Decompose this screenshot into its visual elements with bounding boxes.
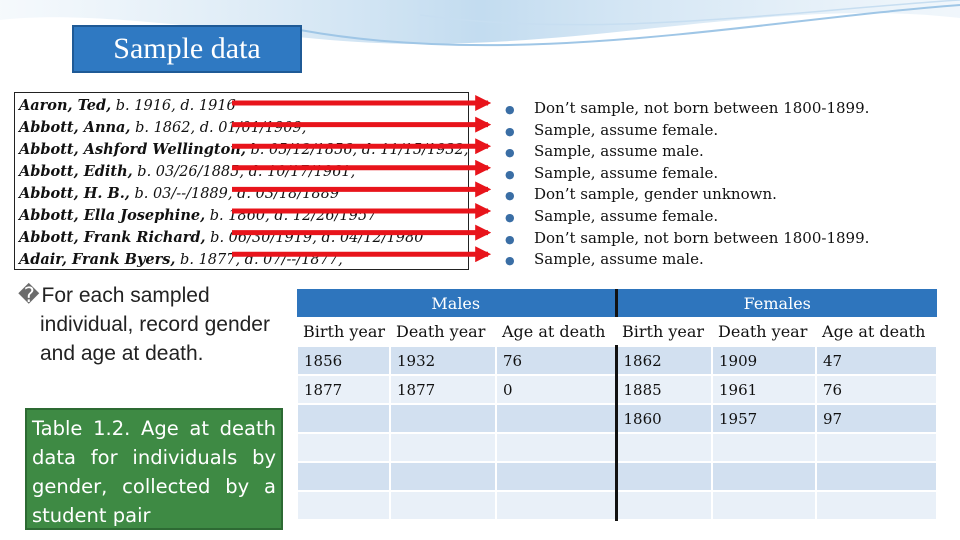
males-header: Males: [297, 289, 616, 317]
record-dates: b. 1862, d. 01/01/1909,: [130, 120, 307, 136]
bullet-icon: ●: [505, 146, 515, 160]
record-row: [19, 249, 468, 271]
table-row: [297, 433, 937, 462]
column-header: Death year: [712, 317, 816, 346]
record-dates: b. 1860, d. 12/26/1957: [205, 208, 377, 224]
note-text: Don’t sample, not born between 1800-1899.: [534, 99, 870, 117]
bullet-icon: ●: [505, 124, 515, 138]
table-row: [297, 491, 937, 520]
table-cell: [712, 491, 816, 520]
table-column-header: [297, 317, 937, 346]
table-cell: 1932: [390, 346, 496, 375]
bullet-icon: ●: [505, 103, 515, 116]
note-item: [505, 141, 869, 163]
instruction-bullet: [18, 281, 288, 368]
table-cell: 47: [816, 346, 937, 375]
slide-title: [72, 25, 302, 73]
table-cell: [816, 462, 937, 491]
record-row: [19, 227, 468, 249]
table-cell: [496, 491, 616, 520]
table-cell: 1957: [712, 404, 816, 433]
table-row: [297, 404, 937, 433]
table-cell: [816, 491, 937, 520]
record-name: Abbott, H. B.,: [19, 185, 130, 202]
table-cell: [297, 433, 390, 462]
table-row: [297, 375, 937, 404]
table-cell: [297, 491, 390, 520]
column-header: Age at death: [816, 317, 937, 346]
record-name: Abbott, Frank Richard,: [19, 229, 206, 246]
table-caption-text: Table 1.2. Age at death data for individuals by gender, collected by a student pair: [32, 417, 276, 527]
table-cell: 1877: [297, 375, 390, 404]
bullet-glyph-icon: �: [18, 284, 40, 307]
note-text: Sample, assume female.: [534, 206, 719, 225]
column-header: Age at death: [496, 317, 616, 346]
record-name: Abbott, Ella Josephine,: [19, 207, 206, 224]
bullet-icon: ●: [505, 254, 515, 268]
table-cell: [390, 404, 496, 433]
females-header: Females: [616, 289, 937, 317]
table-cell: [616, 433, 712, 462]
table-cell: [816, 433, 937, 462]
record-dates: b. 1877, d. 07/--/1877,: [175, 252, 343, 268]
record-name: Adair, Frank Byers,: [19, 251, 176, 268]
record-row: [19, 205, 468, 227]
table-cell: [616, 491, 712, 520]
table-row: [297, 346, 937, 375]
record-name: Abbott, Ashford Wellington,: [19, 141, 246, 158]
table-cell: [496, 462, 616, 491]
record-row: [19, 117, 468, 139]
record-row: [19, 161, 468, 183]
table-body: [297, 346, 937, 520]
bullet-icon: ●: [505, 210, 515, 224]
table-cell: 1856: [297, 346, 390, 375]
table-cell: [496, 404, 616, 433]
table-cell: [390, 462, 496, 491]
record-name: Abbott, Edith,: [19, 163, 133, 180]
note-item: [505, 184, 869, 206]
table-cell: 1885: [616, 375, 712, 404]
note-text: Sample, assume male.: [534, 142, 704, 161]
instruction-line: [18, 281, 288, 368]
table-cell: 1862: [616, 346, 712, 375]
table-cell: [390, 433, 496, 462]
record-dates: b. 03/--/1889, d. 03/18/1889: [129, 186, 340, 202]
note-item: [505, 98, 869, 120]
note-item: [505, 163, 869, 185]
records-list: [19, 95, 468, 271]
table-cell: 1961: [712, 375, 816, 404]
table-cell: 0: [496, 375, 616, 404]
column-header: Birth year: [616, 317, 712, 346]
note-text: Sample, assume female.: [534, 163, 719, 182]
table-row: [297, 462, 937, 491]
table-cell: 97: [816, 404, 937, 433]
record-dates: b. 1916, d. 1916: [111, 98, 236, 114]
record-dates: b. 03/26/1885, d. 10/17/1961,: [132, 164, 356, 180]
record-name: Aaron, Ted,: [19, 97, 112, 114]
table-caption: [25, 408, 283, 530]
column-header: Birth year: [297, 317, 390, 346]
note-item: [505, 249, 869, 271]
record-name: Abbott, Anna,: [19, 119, 131, 136]
table-cell: [496, 433, 616, 462]
table-cell: [390, 491, 496, 520]
bullet-icon: ●: [505, 167, 515, 181]
table-cell: [712, 433, 816, 462]
table-cell: 76: [496, 346, 616, 375]
record-row: [19, 139, 468, 161]
record-dates: b. 05/12/1856, d. 11/15/1932,: [245, 142, 469, 158]
table-cell: [297, 462, 390, 491]
table-cell: [712, 462, 816, 491]
table-cell: 1860: [616, 404, 712, 433]
table-cell: 1877: [390, 375, 496, 404]
record-row: [19, 95, 468, 117]
record-dates: b. 06/30/1919, d. 04/12/1980: [205, 230, 424, 246]
note-item: [505, 206, 869, 228]
table-cell: [616, 462, 712, 491]
note-text: Sample, assume female.: [534, 120, 719, 139]
table-cell: 1909: [712, 346, 816, 375]
note-text: Sample, assume male.: [534, 250, 704, 269]
record-row: [19, 183, 468, 205]
instruction-text: For each sampled individual, record gender and age at death.: [40, 284, 270, 365]
note-item: [505, 228, 869, 250]
note-item: [505, 120, 869, 142]
slide-title-text: Sample data: [113, 32, 261, 65]
note-text: Don’t sample, gender unknown.: [534, 185, 777, 204]
table-group-header: [297, 289, 937, 317]
age-at-death-table: [296, 289, 938, 521]
obituary-records-box: [14, 92, 469, 270]
bullet-icon: ●: [505, 232, 515, 246]
bullet-icon: ●: [505, 189, 515, 203]
column-header: Death year: [390, 317, 496, 346]
table-cell: 76: [816, 375, 937, 404]
sampling-notes: [505, 98, 869, 271]
table-cell: [297, 404, 390, 433]
note-text: Don’t sample, not born between 1800-1899.: [534, 228, 870, 247]
